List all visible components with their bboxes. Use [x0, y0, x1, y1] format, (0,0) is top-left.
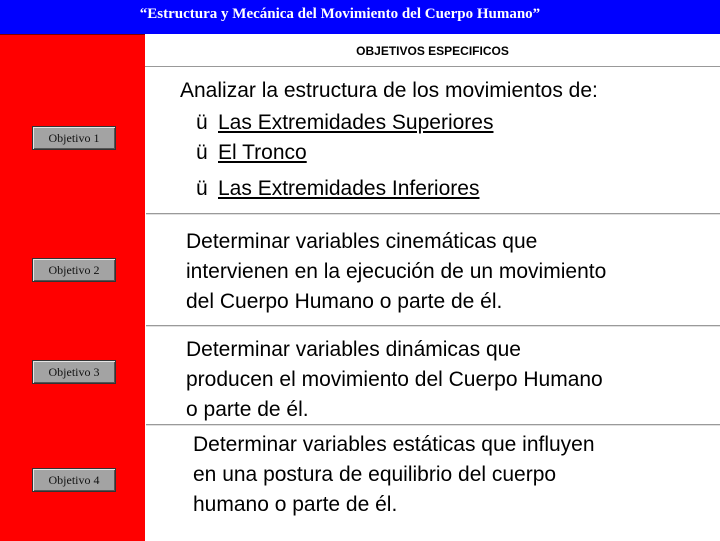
objective-3-button[interactable]: Objetivo 3 [32, 360, 116, 384]
objective-3-line: producen el movimiento del Cuerpo Humano [186, 368, 603, 391]
objective-1-item: ü Las Extremidades Inferiores [180, 174, 710, 204]
objective-1-text [180, 76, 710, 204]
objective-4-text [193, 430, 718, 520]
objective-1-item: ü Las Extremidades Superiores [180, 108, 710, 138]
section-header [145, 34, 720, 67]
divider [146, 424, 720, 425]
objective-4-line: Determinar variables estáticas que influyen [193, 433, 595, 456]
objective-4-button[interactable]: Objetivo 4 [32, 468, 116, 492]
objective-1-button[interactable]: Objetivo 1 [32, 126, 116, 150]
objective-3-text [186, 335, 716, 425]
objective-3-line: Determinar variables dinámicas que [186, 338, 521, 361]
objective-2-text [186, 227, 716, 317]
section-title: OBJETIVOS ESPECIFICOS [356, 44, 509, 58]
objective-2-button[interactable]: Objetivo 2 [32, 258, 116, 282]
presentation-title: “Estructura y Mecánica del Movimiento del Cuerpo Humano” [139, 6, 541, 22]
objective-2-line: intervienen en la ejecución de un movimiento [186, 260, 607, 283]
objective-3-line: o parte de él. [186, 398, 309, 421]
objective-2-line: Determinar variables cinemáticas que [186, 230, 538, 253]
objective-2-line: del Cuerpo Humano o parte de él. [186, 290, 503, 313]
check-icon: ü [196, 177, 208, 200]
divider [146, 325, 720, 326]
check-icon: ü [196, 141, 208, 164]
objective-1-intro: Analizar la estructura de los movimientos de: [180, 79, 598, 102]
left-sidebar [0, 34, 145, 541]
objective-4-line: en una postura de equilibrio del cuerpo [193, 463, 557, 486]
objective-4-line: humano o parte de él. [193, 493, 398, 516]
check-icon: ü [196, 111, 208, 134]
divider [146, 213, 720, 214]
title-bar [0, 0, 720, 34]
objective-1-item: ü El Tronco [180, 138, 710, 168]
